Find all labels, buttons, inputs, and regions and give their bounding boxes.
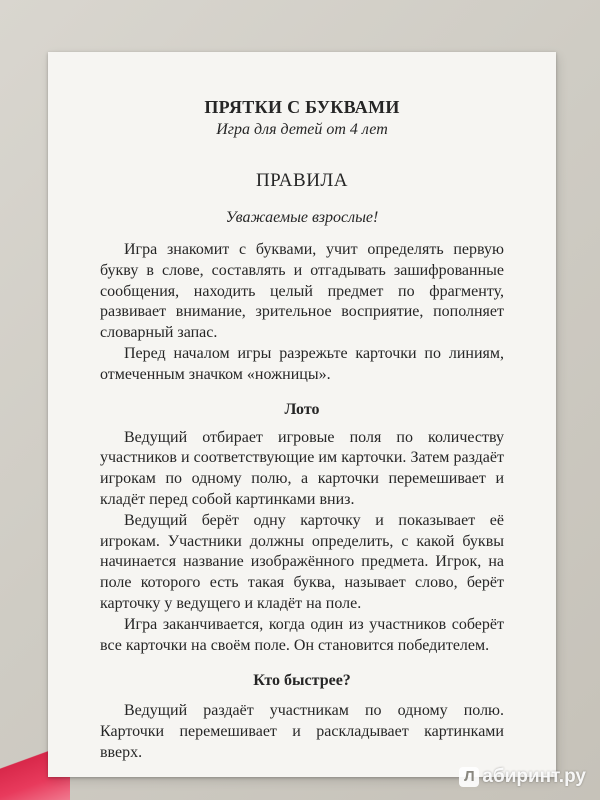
game-title: ПРЯТКИ С БУКВАМИ (204, 97, 400, 117)
intro-paragraph: Перед началом игры разрежьте карточки по линиям, отмеченным значком «ножницы». (100, 344, 504, 383)
intro-paragraph: Игра знакомит с буквами, учит определять первую букву в слове, составлять и отгадывать зашифрованные сообщения, находить целый предмет по фрагменту, развивает внимание, зрительное восприятие, пополняет словарный запас. (100, 241, 504, 342)
section-heading-loto: Лото (284, 400, 320, 418)
labirint-logo-icon: Л (459, 767, 479, 787)
game-subtitle: Игра для детей от 4 лет (216, 121, 388, 138)
section-heading-who-faster: Кто быстрее? (253, 672, 351, 690)
rules-heading: ПРАВИЛА (255, 170, 349, 191)
section-paragraph: Игра заканчивается, когда один из участников соберёт все карточки на своём поле. Он становится победителем. (100, 615, 504, 654)
section-paragraph: Ведущий берёт одну карточку и показывает её игрокам. Участники должны определить, с какой буквы начинается название изображённого предмета. Игрок, на поле которого есть такая буква, называет слово, берёт карточку у ведущего и кладёт на поле. (100, 511, 504, 612)
section-paragraph: Ведущий отбирает игровые поля по количеству участников и соответствующие им карточки. Затем раздаёт игрокам по одному полю, а карточки перемешивает и кладёт перед собой картинками вниз. (100, 428, 504, 508)
watermark-text: абиринт.ру (482, 766, 586, 787)
labirint-watermark (459, 766, 586, 788)
greeting: Уважаемые взрослые! (225, 209, 379, 226)
rules-card (48, 52, 556, 777)
card-content (100, 96, 504, 764)
section-paragraph: Ведущий раздаёт участникам по одному полю. Карточки перемешивает и раскладывает картинками вверх. (100, 702, 504, 761)
